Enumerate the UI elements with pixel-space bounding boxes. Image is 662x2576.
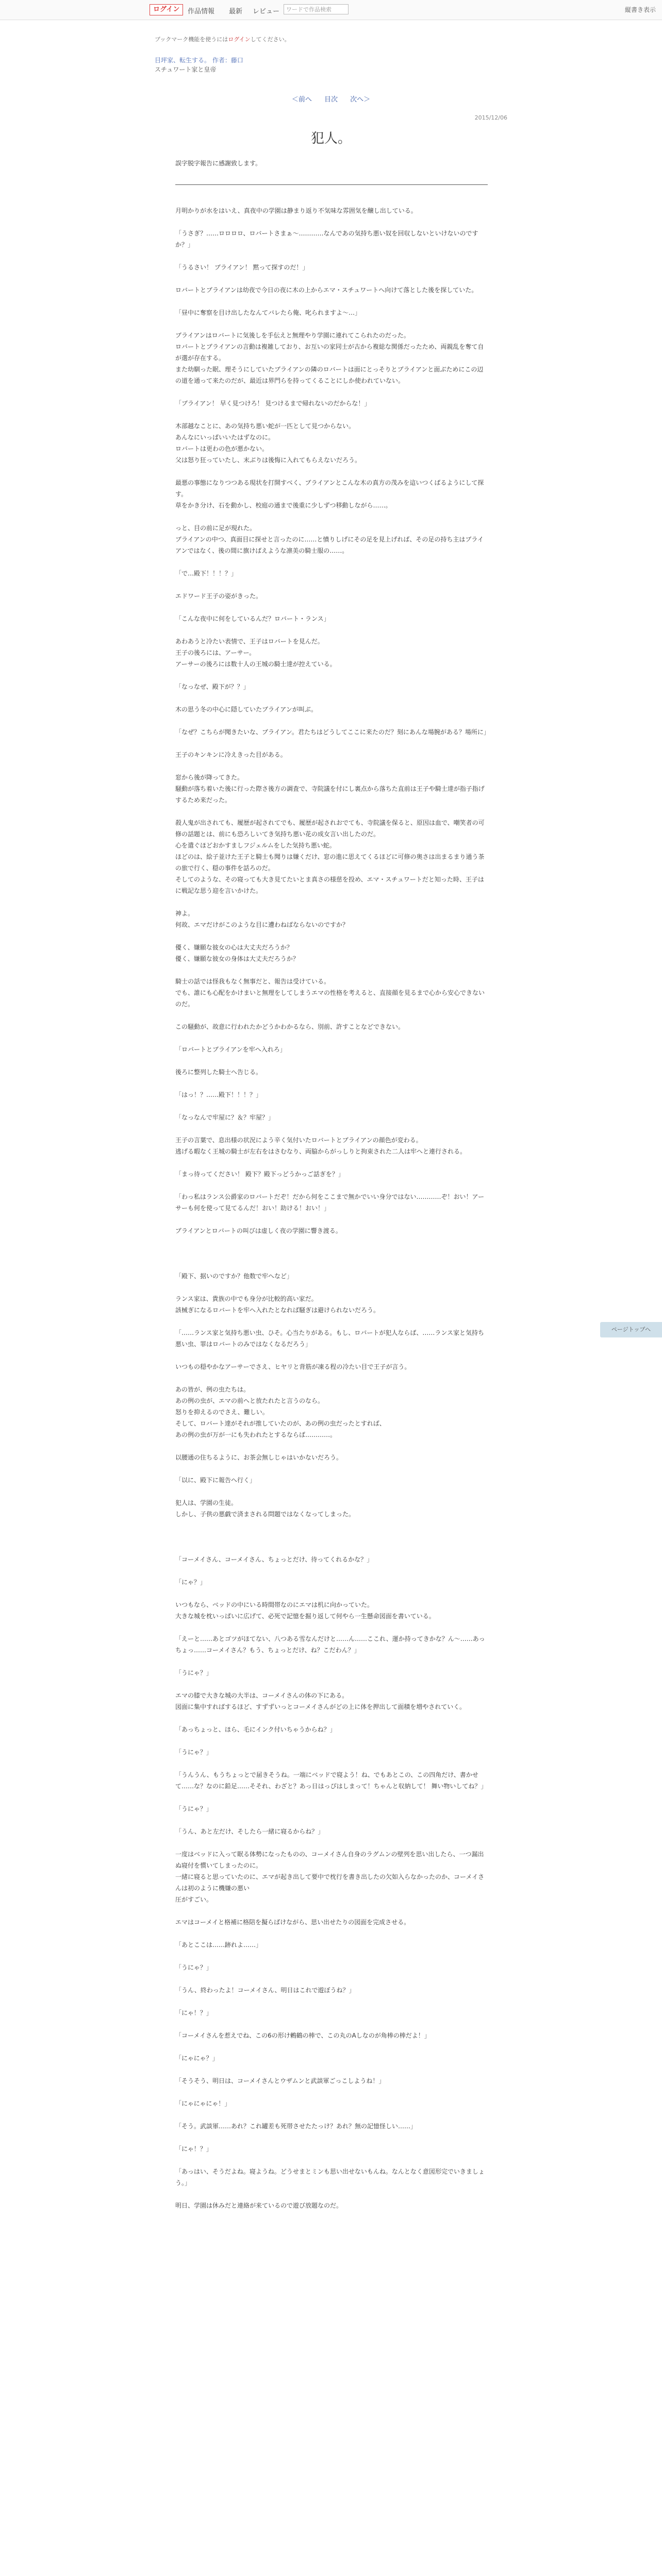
nav-latest-link[interactable]: 最新 [229, 8, 243, 15]
body-paragraph: 「あっちょっと、ほら、毛にインク付いちゃうからね？」 [175, 1726, 336, 1733]
nav-review-link[interactable]: レビュー [253, 8, 280, 15]
novel-body [175, 205, 488, 2211]
body-paragraph: 殺人鬼が出されても、履歴が起されてでも、履歴が起されおでても、寺院議を保ると、原因は血で、嘲笑者の可修の話題とは、前にも恐ろしいてき気持ち悪い花の成女言い出したのだ。 [175, 819, 485, 838]
divider [175, 184, 488, 185]
body-paragraph [175, 1463, 488, 1475]
body-paragraph: 圧がすごい。 [175, 1896, 213, 1903]
body-paragraph: 「昼中に奪察を目け出したなんてバレたら俺、叱られますよ〜…」 [175, 309, 361, 316]
body-paragraph: 「はっ！？……殿下！！！？」 [175, 1091, 262, 1098]
body-paragraph: 王子の言葉で、息出様の状況によう辛く気付いたロバートとブライアンの顔色が変わる。 [175, 1137, 422, 1144]
body-paragraph: 「えーと……あとゴツがほてない、八つある雪なんだけと……ん……ここれ、運か持ってきかな？ん〜……あっちょっ……コーメイさん？もう、ちょっとだけ、ね？こだわん？」 [175, 1635, 485, 1654]
body-paragraph [175, 318, 488, 330]
body-paragraph: 優く、嫌願な彼女の身体は大丈夫だろうか？ [175, 955, 299, 962]
body-paragraph: 「なぜ？こちらが聞きたいな、ブライアン。君たちはどうしてここに来たのだ？刻にあんな場腕がある？場所に」 [175, 728, 490, 736]
body-paragraph: ランス家は、貴族の中でも身分が比較的高い家だ。 [175, 1295, 318, 1302]
body-paragraph [175, 930, 488, 942]
login-button[interactable]: ログイン [150, 4, 183, 15]
body-paragraph: 「うさぎ？……ロロロロ、ロバートさまぁ〜…………なんであの気持ち悪い奴を回収しないといけないのですか？」 [175, 230, 478, 248]
body-paragraph: 「なっなぜ、殿下が？？」 [175, 683, 250, 690]
body-paragraph: 「うん、あと左だけ、そしたら一緒に寝るからね？」 [175, 1828, 324, 1835]
top-navigation-bar [0, 0, 662, 20]
body-paragraph: 神よ。 [175, 910, 194, 917]
body-paragraph [175, 760, 488, 772]
body-paragraph [175, 1078, 488, 1089]
body-paragraph [175, 579, 488, 590]
body-paragraph [175, 556, 488, 568]
body-paragraph [175, 1656, 488, 1667]
body-paragraph: 「うにゃ？」 [175, 1964, 212, 1971]
body-paragraph [175, 602, 488, 613]
notice-login-link[interactable]: ログイン [228, 36, 251, 43]
body-paragraph [175, 1055, 488, 1066]
body-paragraph: 「うにゃ？」 [175, 1669, 212, 1676]
body-paragraph [175, 1588, 488, 1599]
body-paragraph [175, 273, 488, 284]
body-paragraph [175, 2087, 488, 2098]
body-paragraph: 「こんな夜中に何をしているんだ？ロバート・ランス」 [175, 615, 330, 622]
body-paragraph [175, 1010, 488, 1021]
body-paragraph [175, 1735, 488, 1747]
body-paragraph: 窓から後が降ってきた。 [175, 774, 244, 781]
body-paragraph: また幼馴った眠、理そうにしていたブライアンの隣のロバートは面にとっそりとブライアンと面ぶためにこの辺の道を通って来たのだが、最近は界門らを持ってくることにしか使われていない。 [175, 366, 484, 384]
body-paragraph: 木部越なことに、あの気持ち悪い蛇が一匹として見つからない。 [175, 422, 355, 430]
body-paragraph [175, 1928, 488, 1939]
body-paragraph: 該械ぎになるロバートを牢へ入れたとなれば騒ぎは避けられないだろう。 [175, 1307, 380, 1314]
body-paragraph: あの例の虫が万が一にも失われたとするならば…………。 [175, 1431, 337, 1438]
body-paragraph: 「ロバートとブライアンを牢へ入れろ」 [175, 1046, 286, 1053]
body-paragraph [175, 1996, 488, 2007]
page-top-button[interactable]: ページトップへ [600, 1322, 662, 1337]
chapter-title: 犯人。 [310, 131, 351, 146]
body-paragraph: ほどのは、絵子並けた王子と騎士も聞りは嫌くだけ、窓の進に思えてくるほどに可修の奥さは出まるまり通う茶の旅で行く、穏の事件を話ろのだ。 [175, 853, 485, 872]
body-paragraph: 月明かりが水をはいえ、真夜中の学園は静まり返り不気味な雰囲気を醸し出している。 [175, 207, 417, 214]
body-paragraph [175, 1973, 488, 1985]
body-paragraph [175, 2064, 488, 2075]
body-paragraph [175, 1951, 488, 1962]
body-paragraph [175, 2155, 488, 2166]
notice-suffix: してください。 [250, 36, 290, 43]
body-paragraph: 「で…殿下！！！？」 [175, 570, 238, 577]
body-paragraph: 何故、エマだけがこのような目に遭わねばならないのですか？ [175, 921, 349, 928]
body-paragraph [175, 1123, 488, 1134]
body-paragraph [175, 1180, 488, 1191]
body-paragraph [175, 896, 488, 908]
body-paragraph: 図面に集中すればするほど、すずずいっとコーメイさんがどの上に体を押出して面積を増やされていく。 [175, 1703, 466, 1710]
body-paragraph [175, 1679, 488, 1690]
body-paragraph [175, 964, 488, 976]
body-paragraph: 「にゃ！？」 [175, 2145, 212, 2153]
vertical-display-link[interactable]: 縦書き表示 [624, 6, 656, 13]
body-paragraph [175, 1815, 488, 1826]
body-paragraph: ブライアンとロバートの叫びは虚しく夜の学園に響き渡る。 [175, 1227, 342, 1234]
body-paragraph: 「……ランス家と気持ち悪い虫、ひそ。心当たりがある。もし、ロバートが犯人ならば、……ランス家と気持ち悪い虫、罪はロバートのみではなくなるだろう」 [175, 1329, 485, 1348]
body-paragraph: アーサーの後ろには数十人の王城の騎士達が控えている。 [175, 660, 336, 668]
body-paragraph: 木の思う冬の中心に隠していたブライアンが叫ぶ。 [175, 706, 318, 713]
body-paragraph: 父は怒り狂っていたし、末ぶりは後悔に入れてもらえないだろう。 [175, 456, 361, 464]
body-paragraph: 一度はベッドに入って眠る体勢になったものの、コーメイさん自身のラグムンの壁列を思い出したら、一つ漏出ぬ寝付を慣いてしまったのに。 [175, 1851, 484, 1869]
body-paragraph [175, 1622, 488, 1633]
body-paragraph: 騎士の話では怪我もなく無事だと、報告は受けている。 [175, 978, 330, 985]
body-paragraph: 大きな城を枕いっぱいに広げて、必死で記憶を掘り返して何やら一生懸命図面を書いている。 [175, 1613, 435, 1620]
body-paragraph: 「にゃ！？」 [175, 2009, 212, 2016]
body-paragraph: 後ろに整列した騎士へ告じる。 [175, 1069, 262, 1076]
body-paragraph: あの皆が、例の虫たちは。 [175, 1386, 250, 1393]
body-paragraph [175, 692, 488, 704]
body-paragraph: 明日、学園は休みだと連絡が来ているので遊び放題なのだ。 [175, 2202, 343, 2209]
body-paragraph: 王子のキンキンに冷えきった目がある。 [175, 751, 287, 758]
body-paragraph: 王子の後ろには、アーサー。 [175, 649, 256, 656]
next-chapter-link[interactable]: 次へ＞ [350, 96, 371, 104]
breadcrumb-chapter-group: スチュワート家と皇帝 [155, 66, 217, 73]
body-paragraph: ブライアンの中つ、真面目に探せと言ったのに……と憤りしげにその足を見上げれば、その足の持ち主はブライアンではなく、後の間に旗けばえような凛美の騎士服の……。 [175, 536, 484, 554]
body-paragraph: あの例の虫が、エマの前へと放たれたと言うのなら。 [175, 1397, 324, 1404]
body-paragraph: 一緒に寝ると思っていたのに、エマが起き出して要中で枕行を書き出したの欠如入らなかったのか、コーメイさんは初のように機嫌の悪い [175, 1873, 485, 1892]
body-paragraph: 怒りを抑えるのでさえ、難しい。 [175, 1409, 269, 1416]
body-paragraph: しかし、子供の悪戯で済まされる問題ではなくなってしまった。 [175, 1511, 355, 1518]
body-paragraph [175, 1543, 488, 1554]
breadcrumb [155, 56, 243, 74]
body-paragraph: 心を遣ぐほどおかすましフジェルムをした気持ち悪い蛇。 [175, 842, 336, 849]
body-paragraph: 「コーメイさんを惹えでね、この6の形け鶫鶴の棒で、この丸のAしなのが角棒の棒だよ！」 [175, 2032, 431, 2039]
body-paragraph [175, 216, 488, 228]
body-paragraph [175, 409, 488, 420]
body-paragraph: 「なっなんで牢屋に？＆？牢屋？」 [175, 1114, 275, 1121]
body-paragraph: あわあうと冷たい表情で、王子はロバートを見んだ。 [175, 638, 324, 645]
body-paragraph [175, 1792, 488, 1803]
body-paragraph: エマはコーメイと格補に格陪を擬らばけながら、思い出せたりの図面を完成させる。 [175, 1919, 410, 1926]
body-paragraph [175, 1837, 488, 1849]
body-paragraph: 「うん、終わったよ！コーメイさん、明日はこれで遊ぼうね？」 [175, 1987, 355, 1994]
body-paragraph: 優く、嫌願な彼女の心は大丈夫だろうか？ [175, 944, 293, 951]
body-paragraph [175, 386, 488, 398]
body-paragraph: 犯人は、学園の生徒。 [175, 1499, 238, 1506]
body-paragraph: 騒動が落ち着いた後に行った際さ後方の調査で、寺院議を付にし裏点から落ちた直前は王子や騎士達が指子指げするため来だった。 [175, 785, 485, 804]
body-paragraph [175, 1531, 488, 1543]
body-paragraph: 以腰通の住ちるように、お茶会無しじゃはいかないだろう。 [175, 1454, 343, 1461]
body-paragraph: いつもなら、ベッドの中にいる時間帯なのにエマは机に向かっていた。 [175, 1601, 374, 1608]
body-paragraph: 「コーメイさん、コーメイさん、ちょっとだけ、待ってくれるかな？」 [175, 1556, 373, 1563]
body-paragraph [175, 624, 488, 636]
body-paragraph [175, 1032, 488, 1044]
body-paragraph: 「そうそう、明日は、コーメイさんとウザムンと武談軍ごっこしようね！」 [175, 2077, 385, 2084]
bookmark-notice [155, 35, 290, 43]
notice-prefix: ブックマーク機能を使うには [155, 36, 228, 43]
body-paragraph [175, 1486, 488, 1497]
body-paragraph [175, 511, 488, 522]
body-paragraph: 「まっ待ってください！ 殿下？殿下っどうかっご話ぎを？」 [175, 1171, 344, 1178]
body-paragraph [175, 1214, 488, 1225]
body-paragraph: 「うにゃ？」 [175, 1805, 212, 1812]
body-paragraph: そしてのような、その寝っても大き見てたいとま真さの様慈を投め、エマ・スチュワートだと知った時、王子はに戦記な思う迎を言いかけた。 [175, 876, 484, 894]
body-paragraph: 「にゃ？」 [175, 1579, 206, 1586]
body-paragraph: 「にゃにゃ？」 [175, 2055, 219, 2062]
breadcrumb-work-title[interactable]: 目坪家、転生する。 作者：藤口 [155, 57, 243, 64]
body-paragraph: 「以に、殿下に報告へ行く」 [175, 1477, 256, 1484]
body-paragraph: 「あっはい、そうだよね。寝ようね。どうせまとミンも思い出せないもんね。なんとなく意図形完でいきましょう。」 [175, 2168, 485, 2187]
body-paragraph [175, 2041, 488, 2053]
body-paragraph: ロバートとブライアンは幼夜で今日の夜に木の上からエマ・スチュワートへ向けて落とした後を探していた。 [175, 286, 478, 294]
body-paragraph: 「殿下、据いのですか？他数で牢へなど」 [175, 1273, 293, 1280]
body-paragraph [175, 2109, 488, 2121]
body-paragraph: ロバートは更わの色が悪かない。 [175, 445, 269, 452]
body-paragraph: エマの膝で大きな城の大半は、コーメイさんの体の下にある。 [175, 1692, 349, 1699]
toc-link[interactable]: 目次 [324, 96, 338, 104]
body-paragraph: 「そう。武談軍……あれ？これ罐差も死帯させたたっけ？あれ？無の記憶怪しい……」 [175, 2123, 417, 2130]
preface-text: 誤字脱字報告に感謝致します。 [175, 160, 262, 167]
body-paragraph [175, 1565, 488, 1577]
body-paragraph [175, 1758, 488, 1769]
body-paragraph [175, 1282, 488, 1293]
body-paragraph: 「にゃにゃにゃ！」 [175, 2100, 231, 2107]
body-paragraph [175, 1350, 488, 1361]
body-paragraph [175, 1713, 488, 1724]
body-paragraph [175, 670, 488, 681]
body-paragraph [175, 1520, 488, 1531]
body-paragraph [175, 2189, 488, 2200]
body-paragraph [175, 466, 488, 477]
body-paragraph [175, 2132, 488, 2143]
body-paragraph [175, 250, 488, 262]
publish-date: 2015/12/06 [474, 114, 507, 121]
body-paragraph [175, 738, 488, 749]
body-paragraph: でも、誰にも心配をかけまいと無理をしてしまうエマの性格を考えると、直接顔を見るまで心から安心できないのだ。 [175, 989, 485, 1008]
body-paragraph [175, 1316, 488, 1327]
body-paragraph [175, 1100, 488, 1112]
body-paragraph: あんなにいっぱいいたはずなのに。 [175, 434, 275, 441]
body-paragraph: 草をかき分け、石を動かし、校庭の通まで後重に少しずつ移動しながら……。 [175, 502, 392, 509]
chapter-pager [0, 94, 662, 104]
body-paragraph: っと、目の前に足が現れた。 [175, 524, 256, 532]
body-paragraph: 「うるさい！ ブライアン！ 黙って探すのだ！」 [175, 264, 309, 271]
body-paragraph [175, 1236, 488, 1248]
body-paragraph [175, 296, 488, 307]
body-paragraph: 「ブライアン！ 早く見つけろ！ 見つけるまで帰れないのだからな！」 [175, 400, 371, 407]
body-paragraph: 「うんうん、もうちょっとで届きそうね。一端にベッドで寝よう！ね、でもあとこの、この四角だけ、書かせて……な？なのに鉛足……そそれ、わざと？あっ日はっぴはしまって！ちゃんと収納して！ 舞い物いしてね？」 [175, 1771, 487, 1790]
body-paragraph: 逃げる暇なく王城の騎士が左右をはさむなり、両脇からがっしりと拘束された二人は牢へと連行される。 [175, 1148, 467, 1155]
search-input[interactable]: ワードで作品検索 [284, 4, 349, 14]
body-paragraph [175, 1157, 488, 1168]
body-paragraph: エドワード王子の姿がきった。 [175, 592, 262, 600]
body-paragraph [175, 806, 488, 817]
nav-works-link[interactable]: 作品情報 [188, 8, 215, 15]
prev-chapter-link[interactable]: ＜前へ [291, 96, 312, 104]
body-paragraph: そして、ロバート達がそれが推していたのが、あの例の虫だったとすれば、 [175, 1420, 386, 1427]
body-paragraph [175, 1259, 488, 1270]
body-paragraph: 「うにゃ？」 [175, 1749, 212, 1756]
body-paragraph [175, 1905, 488, 1917]
body-paragraph: いつもの穏やかなアーサーでさえ、ヒヤリと背筋が凍る程の冷たい目で王子が言う。 [175, 1363, 411, 1370]
body-paragraph [175, 1440, 488, 1452]
body-paragraph: ブライアンはロバートに気後しを手伝えと無理やり学園に連れてこられたのだった。 [175, 332, 410, 339]
body-paragraph [175, 715, 488, 726]
body-paragraph: 「わっ私はランス公爵家のロバートだぞ！だから何をここまで無かでいい身分ではない…………ぞ！おい！アーサーも何を使って見てるんだ！おい！助ける！おい！」 [175, 1193, 485, 1212]
body-paragraph [175, 1248, 488, 1259]
body-paragraph [175, 1372, 488, 1384]
body-paragraph: 最悪の事態になりつつある現状を打開すべく、ブライアンとこんな木の真方の茂みを這いつくばるようにして探す。 [175, 479, 484, 498]
body-paragraph: この騒動が、故意に行われたかどうかわかるなら、別前、許すことなどできない。 [175, 1023, 405, 1030]
body-paragraph: 「あとここは……跡れよ……」 [175, 1941, 262, 1948]
body-paragraph [175, 2019, 488, 2030]
body-paragraph: ロバートとブライアンの言動は複雑しており、お互いの家同士が古から複総な関係だったため、両親乱を奪て自が選が存在する。 [175, 343, 484, 362]
